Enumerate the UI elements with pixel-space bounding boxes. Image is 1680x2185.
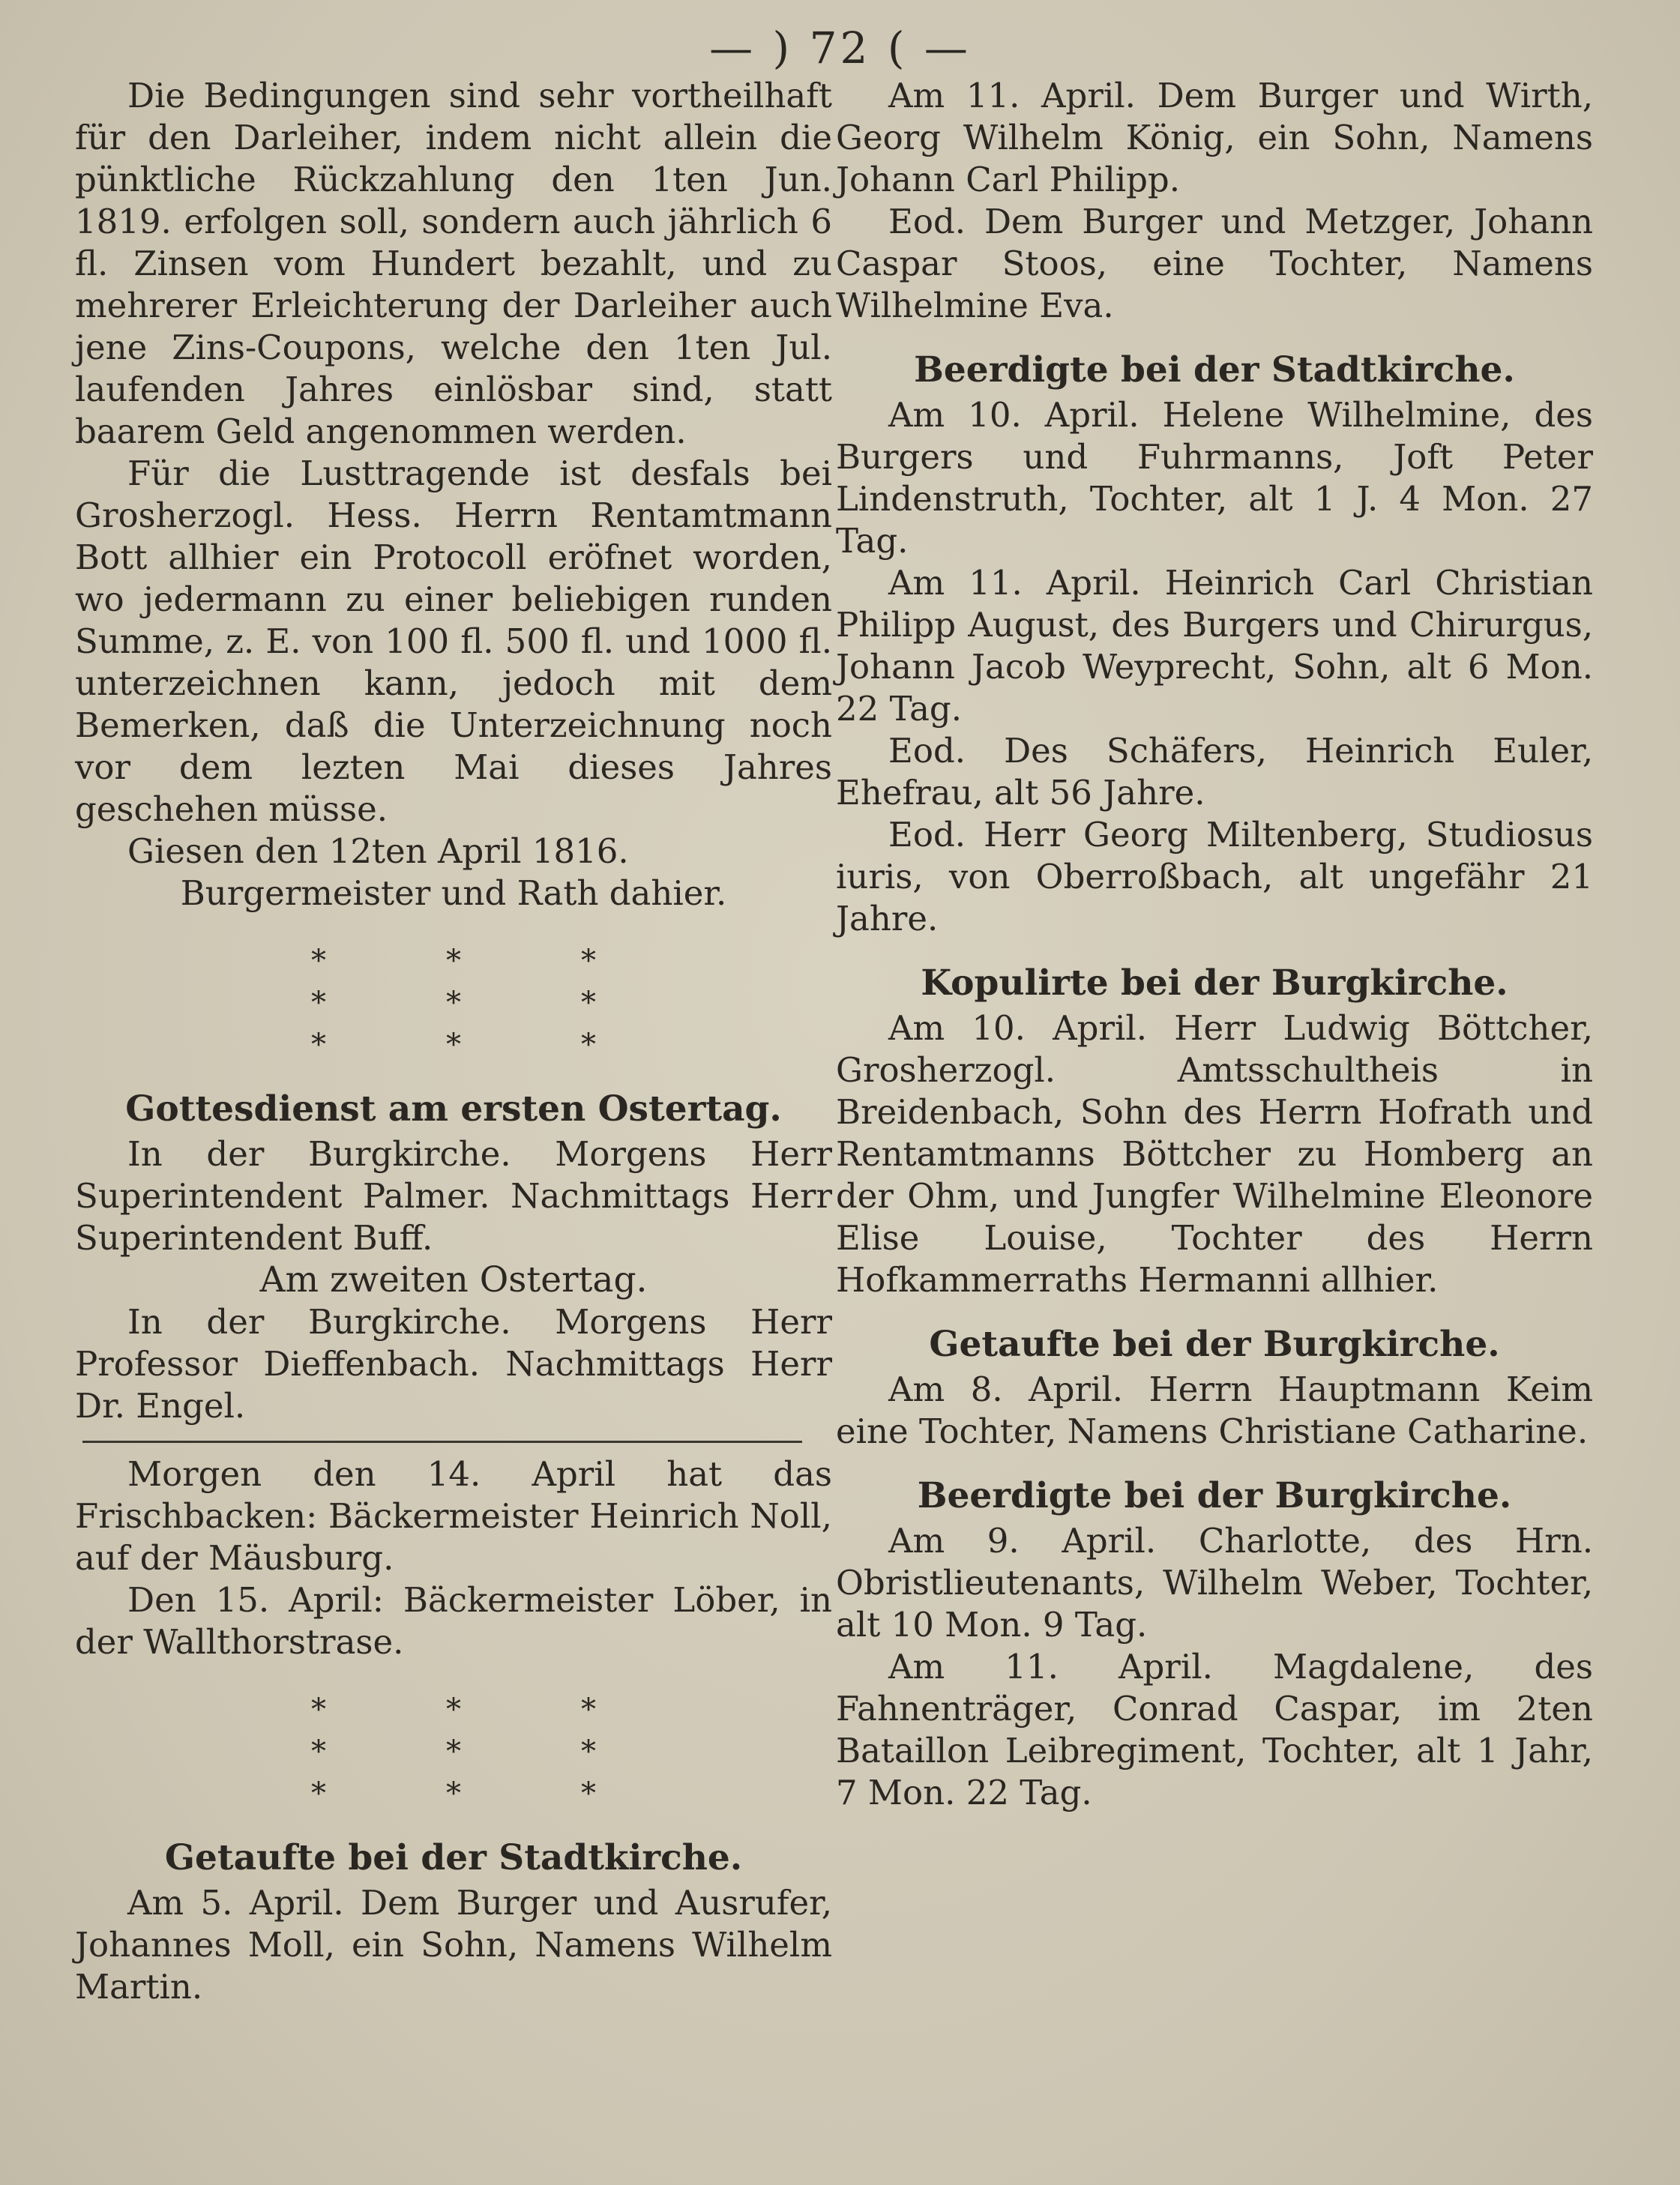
ornament-divider: *** *** *** [311,1693,716,1811]
ornament-divider: *** *** *** [311,944,716,1062]
left-column [75,75,832,2008]
section-rule [82,1441,802,1443]
right-column [836,75,1593,1814]
section-heading: Getaufte bei der Burgkirche. [929,1324,1500,1365]
bakery-entry: Morgen den 14. April hat das Frischbacken: Bäckermeister Heinrich Noll, auf der Mäusburg. [75,1454,832,1578]
section-heading: Getaufte bei der Stadtkirche. [164,1837,743,1878]
service-subheading: Am zweiten Ostertag. [259,1259,648,1301]
register-entry: Eod. Herr Georg Miltenberg, Studiosus iuris, von Oberroßbach, alt ungefähr 21 Jahre. [836,815,1593,938]
service-heading: Gottesdienst am ersten Ostertag. [125,1088,782,1130]
service-entry: In der Burgkirche. Morgens Herr Professor Dieffenbach. Nachmittags Herr Dr. Engel. [75,1302,832,1426]
register-entry: Am 11. April. Magdalene, des Fahnenträger, Conrad Caspar, im 2ten Bataillon Leibregiment, Tochter, alt 1 Jahr, 7 Mon. 22 Tag. [836,1647,1593,1812]
register-entry: Eod. Des Schäfers, Heinrich Euler, Ehefrau, alt 56 Jahre. [836,731,1593,813]
place-date: Giesen den 12ten April 1816. [127,831,629,871]
signature: Burgermeister und Rath dahier. [180,873,727,913]
section-heading: Beerdigte bei der Stadtkirche. [914,349,1515,391]
loan-notice-paragraph: Für die Lusttragende ist desfals bei Grosherzogl. Hess. Herrn Rentamtmann Bott allhier ein Protocoll eröfnet worden, wo jedermann zu einer beliebigen runden Summe, z. E. von 100 fl. 500 fl. und 1000 fl. unterzeichnen kann, jedoch mit dem Bemerken, daß die Unterzeichnung noch vor dem lezten Mai dieses Jahres geschehen müsse. [75,453,832,829]
register-entry: Am 10. April. Herr Ludwig Böttcher, Grosherzogl. Amtsschultheis in Breidenbach, Sohn des Herrn Hofrath und Rentamtmanns Böttcher zu Homberg an der Ohm, und Jungfer Wilhelmine Eleonore Elise Louise, Tochter des Herrn Hofkammerraths Hermanni allhier. [836,1008,1593,1300]
loan-notice-paragraph: Die Bedingungen sind sehr vortheilhaft für den Darleiher, indem nicht allein die pünktliche Rückzahlung den 1ten Jun. 1819. erfolgen soll, sondern auch jährlich 6 fl. Zinsen vom Hundert bezahlt, und zu mehrerer Erleichterung der Darleiher auch jene Zins-Coupons, welche den 1ten Jul. laufenden Jahres einlösbar sind, statt baarem Geld angenommen werden. [75,76,832,451]
section-heading: Kopulirte bei der Burgkirche. [921,962,1508,1004]
register-entry: Am 10. April. Helene Wilhelmine, des Burgers und Fuhrmanns, Joft Peter Lindenstruth, Tochter, alt 1 J. 4 Mon. 27 Tag. [836,395,1593,561]
bakery-entry: Den 15. April: Bäckermeister Löber, in der Wallthorstrase. [75,1580,832,1662]
register-entry: Eod. Dem Burger und Metzger, Johann Caspar Stoos, eine Tochter, Namens Wilhelmine Eva. [836,202,1593,325]
page-number: — ) 72 ( — [709,22,971,73]
register-entry: Am 5. April. Dem Burger und Ausrufer, Johannes Moll, ein Sohn, Namens Wilhelm Martin. [75,1883,832,2007]
register-entry: Am 11. April. Dem Burger und Wirth, Georg Wilhelm König, ein Sohn, Namens Johann Carl Philipp. [836,76,1593,199]
register-entry: Am 9. April. Charlotte, des Hrn. Obristlieutenants, Wilhelm Weber, Tochter, alt 10 Mon. 9 Tag. [836,1521,1593,1645]
section-heading: Beerdigte bei der Burgkirche. [917,1475,1512,1516]
register-entry: Am 11. April. Heinrich Carl Christian Philipp August, des Burgers und Chirurgus, Johann Jacob Weyprecht, Sohn, alt 6 Mon. 22 Tag. [836,563,1593,729]
service-entry: In der Burgkirche. Morgens Herr Superintendent Palmer. Nachmittags Herr Superintendent Buff. [75,1134,832,1258]
register-entry: Am 8. April. Herrn Hauptmann Keim eine Tochter, Namens Christiane Catharine. [836,1369,1593,1451]
